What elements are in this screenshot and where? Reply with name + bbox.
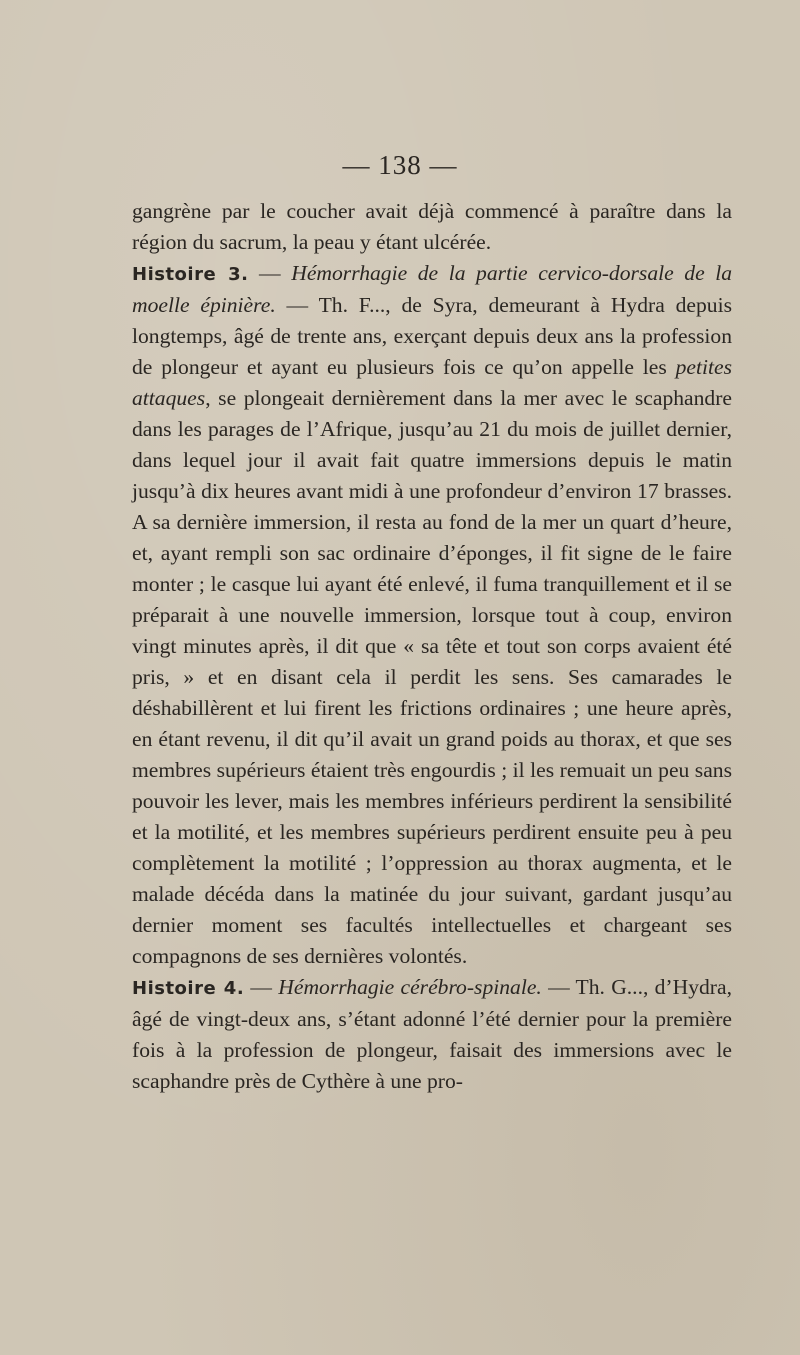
histoire-4-body: — Th. G..., d’Hydra, âgé de vingt-deux ans, s’étant adonné l’été dernier pour la première fois à la profession de plongeur, faisait des immersions avec le scaphandre près de Cythère à une pro- [132, 975, 732, 1093]
histoire-3-heading: Histoire 3. [132, 264, 249, 285]
histoire-3-dash: — [248, 261, 292, 285]
body-text [132, 196, 732, 1097]
histoire-3-emphasis: petites attaques [132, 355, 732, 410]
page-number: — 138 — [342, 150, 458, 180]
histoire-4-dash: — [244, 975, 279, 999]
paragraph-histoire-4 [132, 972, 732, 1097]
histoire-4-title: Hémorrhagie cérébro-spinale. [278, 975, 542, 999]
paragraph-continuation: gangrène par le coucher avait déjà commencé à paraître dans la région du sacrum, la peau y étant ulcérée. [132, 199, 732, 254]
histoire-3-body-continued: , se plongeait dernièrement dans la mer avec le scaphandre dans les parages de l’Afrique, jusqu’au 21 du mois de juillet dernier, dans lequel jour il avait fait quatre immersions depuis le matin jusqu’à dix heures avant midi à une profondeur d’environ 17 brasses. A sa dernière immersion, il resta au fond de la mer un quart d’heure, et, ayant rempli son sac ordinaire d’éponges, il fit signe de le faire monter ; le casque lui ayant été enlevé, il fuma tranquillement et il se préparait à une nouvelle immersion, lorsque tout à coup, environ vingt minutes après, il dit que « sa tête et tout son corps avaient été pris, » et en disant cela il perdit les sens. Ses camarades le déshabillèrent et lui firent les frictions ordinaires ; une heure après, en étant revenu, il dit qu’il avait un grand poids au thorax, et que ses membres supérieurs étaient très engourdis ; il les remuait un peu sans pouvoir les lever, mais les membres inférieurs perdirent la sensibilité et la motilité, et les membres supérieurs perdirent ensuite peu à peu complètement la motilité ; l’oppression au thorax augmenta, et le malade décéda dans la matinée du jour suivant, gardant jusqu’au dernier moment ses facultés intellectuelles et chargeant ses compagnons de ses dernières volontés. [132, 386, 732, 968]
histoire-4-heading: Histoire 4. [132, 978, 245, 999]
histoire-3-body: — Th. F..., de Syra, demeurant à Hydra depuis longtemps, âgé de trente ans, exerçant depuis deux ans la profession de plongeur et ayant eu plusieurs fois ce qu’on appelle les [132, 293, 732, 379]
paragraph-histoire-3 [132, 258, 732, 972]
histoire-3-title: Hémorrhagie de la partie cervico-dorsale de la moelle épinière. [132, 261, 733, 317]
